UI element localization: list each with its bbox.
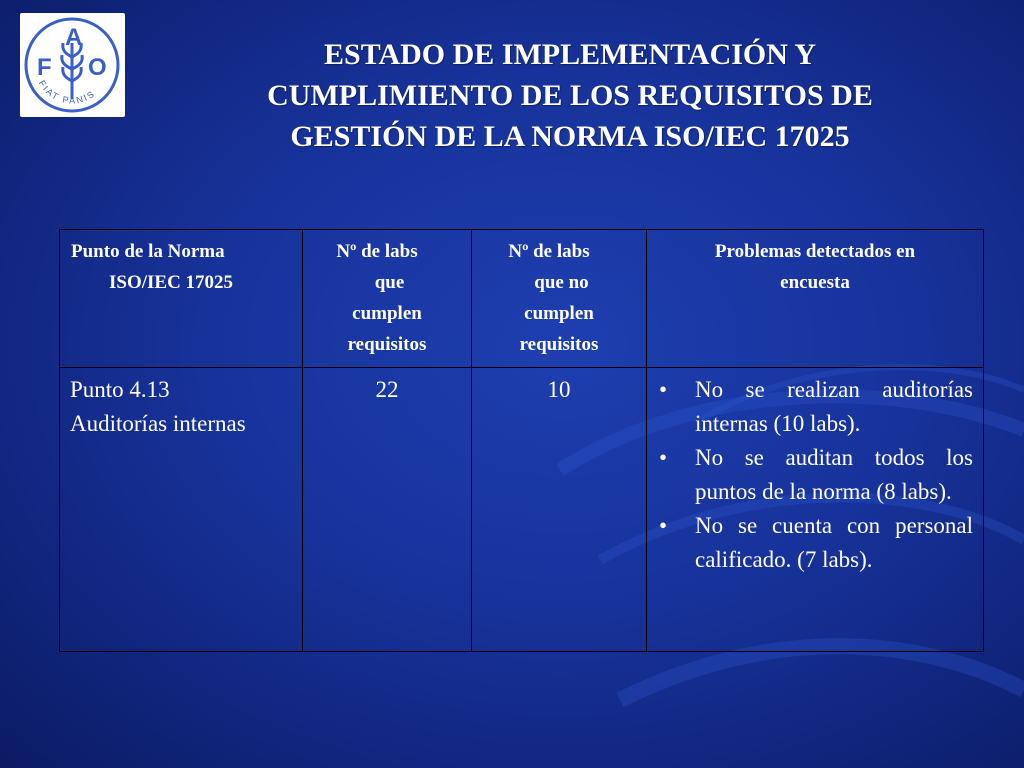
punto-number: Punto 4.13: [70, 377, 170, 402]
header-punto-norma: [60, 230, 303, 368]
cell-no-cumplen: 10: [472, 368, 647, 652]
fao-emblem-icon: [20, 13, 125, 117]
header-line: Nº de labs: [336, 241, 418, 262]
cell-problemas: [647, 368, 984, 652]
list-item: • No se cuenta con personal calificado. (7 labs).: [657, 509, 973, 577]
logo-letter-a: A: [65, 24, 83, 51]
logo-motto: FIAT PANIS: [36, 78, 98, 106]
header-line: ISO/IEC 17025: [109, 272, 234, 293]
list-item: • No se auditan todos los puntos de la norma (8 labs).: [657, 441, 973, 509]
fao-logo: [20, 13, 125, 117]
header-problemas: [647, 230, 984, 368]
requirements-table: [59, 229, 984, 652]
page-title: [180, 34, 960, 157]
title-line-3: GESTIÓN DE LA NORMA ISO/IEC 17025: [290, 120, 850, 153]
header-line: Problemas detectados en: [714, 241, 916, 262]
header-labs-cumplen: [303, 230, 472, 368]
header-line: Punto de la Norma: [71, 241, 225, 262]
header-line: cumplen: [352, 303, 422, 324]
header-line: encuesta: [780, 272, 850, 293]
punto-description: Auditorías internas: [70, 411, 246, 436]
header-line: que no: [534, 272, 589, 293]
list-item: • No se realizan auditorías internas (10 labs).: [657, 373, 973, 441]
header-line: que: [374, 272, 405, 293]
wheat-icon: [62, 43, 82, 99]
title-line-2: CUMPLIMIENTO DE LOS REQUISITOS DE: [267, 79, 873, 112]
logo-letter-f: F: [37, 54, 52, 81]
header-line: Nº de labs: [508, 241, 590, 262]
problems-list: [657, 373, 973, 577]
logo-letter-o: O: [88, 54, 107, 81]
header-line: requisitos: [519, 334, 599, 355]
header-labs-no-cumplen: [472, 230, 647, 368]
header-line: requisitos: [347, 334, 427, 355]
header-line: cumplen: [524, 303, 594, 324]
table-header-row: [60, 230, 984, 368]
title-line-1: ESTADO DE IMPLEMENTACIÓN Y: [324, 38, 816, 71]
table-row: [60, 368, 984, 652]
cell-cumplen: 22: [303, 368, 472, 652]
cell-punto: [60, 368, 303, 652]
